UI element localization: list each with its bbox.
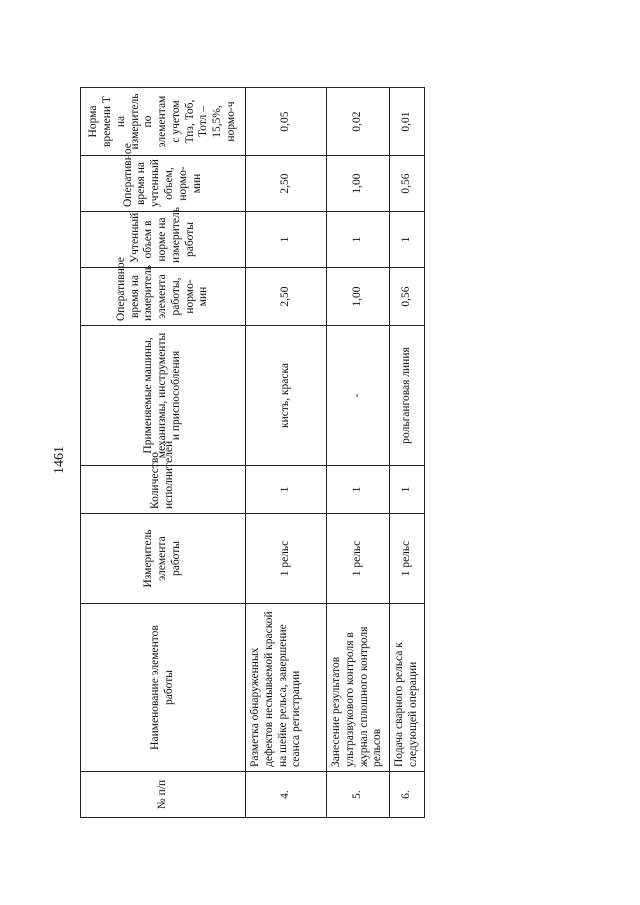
header-num: № п/п xyxy=(81,772,246,818)
cell-unit: 1 рельс xyxy=(246,514,327,604)
cell-name: Разметка обнаруженных дефектов несмываемой краской на шейке рельса, завершение сеанса регистрации xyxy=(246,604,327,772)
cell-num: 6. xyxy=(390,772,425,818)
cell-num: 5. xyxy=(327,772,390,818)
header-volume: Учтенный объем в норме на измеритель работы xyxy=(81,212,246,268)
cell-op-time-unit: 2,50 xyxy=(246,268,327,326)
cell-volume: 1 xyxy=(390,212,425,268)
header-op-time-volume: Оперативное время на учтенный объем, нормо-мин xyxy=(81,156,246,212)
header-name: Наименование элементов работы xyxy=(81,604,246,772)
cell-num: 4. xyxy=(246,772,327,818)
cell-unit: 1 рельс xyxy=(327,514,390,604)
norms-table-container xyxy=(80,88,419,818)
norms-table xyxy=(80,87,425,818)
header-op-time-unit: Оперативное время на измеритель элемента работы, нормо-мин xyxy=(81,268,246,326)
cell-op-time-volume: 2,50 xyxy=(246,156,327,212)
cell-norm: 0,01 xyxy=(390,88,425,156)
cell-workers: 1 xyxy=(246,466,327,514)
header-unit: Измеритель элемента работы xyxy=(81,514,246,604)
cell-op-time-volume: 1,00 xyxy=(327,156,390,212)
table-row xyxy=(246,88,327,818)
header-tools: Применяемые машины, механизмы, инструменты и приспособления xyxy=(81,326,246,466)
cell-norm: 0,02 xyxy=(327,88,390,156)
cell-op-time-unit: 1,00 xyxy=(327,268,390,326)
cell-volume: 1 xyxy=(246,212,327,268)
table-row xyxy=(390,88,425,818)
page-number xyxy=(48,440,72,480)
cell-name: Подача сварного рельса к следующей операции xyxy=(390,604,425,772)
cell-name: Занесение результатов ультразвукового контроля в журнал сплошного контроля рельсов xyxy=(327,604,390,772)
cell-tools: рольганговая линия xyxy=(390,326,425,466)
cell-tools: кисть, краска xyxy=(246,326,327,466)
header-norm: Норма времени Т на измеритель по элементам с учетом Тпз, Тоб, Тотл – 15,5%, нормо-ч xyxy=(81,88,246,156)
header-workers: Количество исполнителей xyxy=(81,466,246,514)
cell-op-time-volume: 0,56 xyxy=(390,156,425,212)
cell-tools: - xyxy=(327,326,390,466)
cell-workers: 1 xyxy=(327,466,390,514)
cell-workers: 1 xyxy=(390,466,425,514)
cell-unit: 1 рельс xyxy=(390,514,425,604)
cell-volume: 1 xyxy=(327,212,390,268)
table-header-row xyxy=(81,88,246,818)
cell-op-time-unit: 0,56 xyxy=(390,268,425,326)
cell-norm: 0,05 xyxy=(246,88,327,156)
table-row xyxy=(327,88,390,818)
page-number-text: 1461 xyxy=(52,446,67,474)
